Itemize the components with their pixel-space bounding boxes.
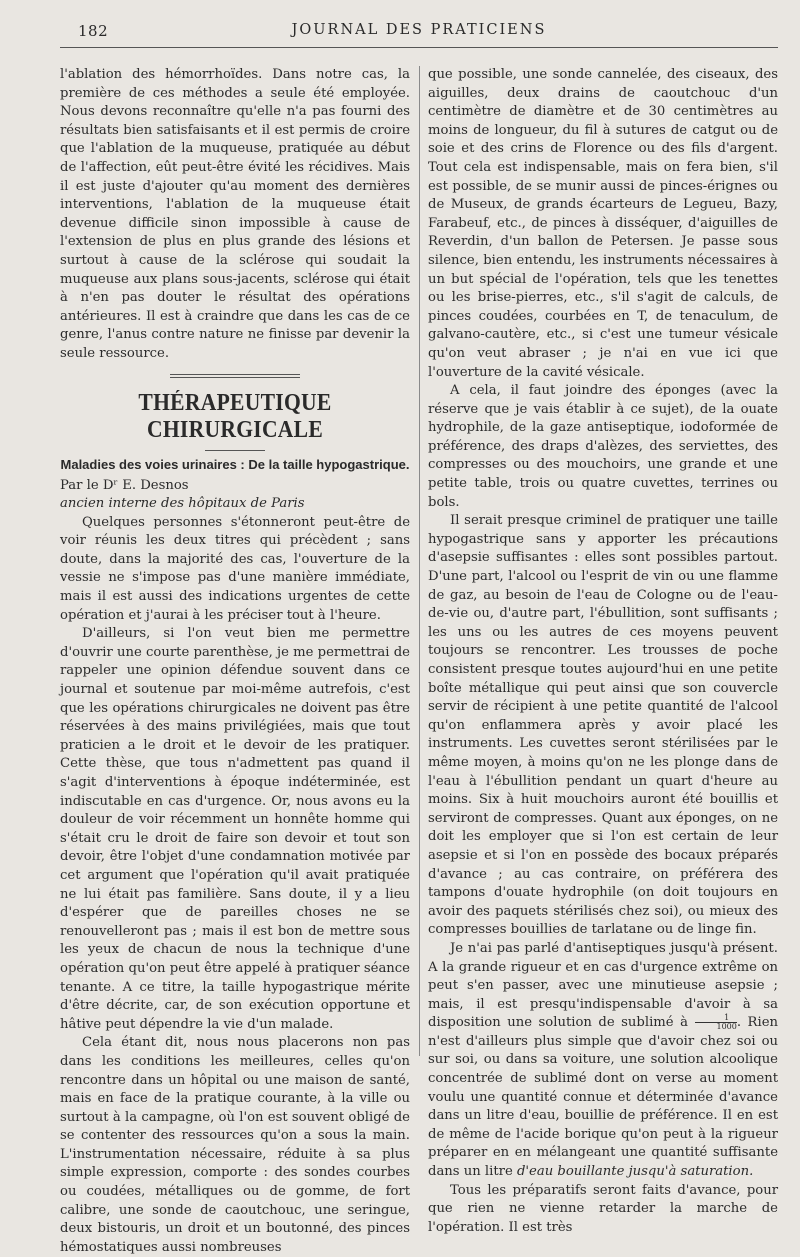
paragraph: A cela, il faut joindre des éponges (avec la réserve que je vais établir à ce sujet), de la ouate hydrophile, de la gaze antiseptique, iodoformée de préférence, des draps d'alèzes, des serviettes, des compresses ou des mouchoirs, une grande et une petite table, trois ou quatre cuvettes, terrines ou bols.	[428, 383, 778, 510]
fraction-denominator: 1000	[716, 1022, 737, 1032]
paragraph: Tous les préparatifs seront faits d'avance, pour que rien ne vienne retarder la marche de l'opération. Il est très	[428, 1182, 778, 1235]
left-column	[60, 66, 410, 1255]
article-title: Maladies des voies urinaires : De la taille hypogastrique.	[60, 456, 410, 472]
article-byline: Par le Dʳ E. Desnos	[60, 477, 189, 493]
section-separator	[60, 364, 410, 388]
right-column	[428, 66, 778, 1235]
page-header	[60, 22, 778, 44]
paragraph-text: Je n'ai pas parlé d'antiseptiques jusqu'à présent. A la grande rigueur et en cas d'urgence extrême on peut s'en passer, avec une minutieuse asepsie ; mais, il est presqu'indispensable d'avoir à sa disposition une solution de sublimé à	[428, 940, 778, 1031]
intro-paragraph: l'ablation des hémorrhoïdes. Dans notre cas, la première de ces méthodes a seule été employée. Nous devons reconnaître qu'elle n'a pas fourni des résultats bien satisfaisants et il est permis de croire que l'ablation de la muqueuse, pratiquée au début de l'affection, eût peut-être évité les récidives. Mais il est juste d'ajouter qu'au moment des dernières interventions, l'ablation de la muqueuse était devenue difficile sinon impossible à cause de l'extension de plus en plus grande des lésions et surtout à cause de la sclérose qui soudait la muqueuse aux plans sous-jacents, sclérose qui était à n'en pas douter le résultat des opérations antérieures. Il est à craindre que dans les cas de ce genre, l'anus contre nature ne finisse par devenir la seule ressource.	[60, 67, 410, 361]
fraction	[695, 1014, 737, 1031]
title-rule	[205, 450, 265, 451]
column-divider	[419, 66, 420, 1056]
paragraph: que possible, une sonde cannelée, des ciseaux, des aiguilles, deux drains de caoutchouc d'un centimètre de diamètre et de 30 centimètres au moins de longueur, du fil à sutures de catgut ou de soie et des crins de Florence ou des fils d'argent. Tout cela est indispensable, mais on fera bien, s'il est possible, de se munir aussi de pinces-érignes ou de Museux, de grands écarteurs de Legueu, Bazy, Farabeuf, etc., de pinces à disséquer, d'aiguilles de Reverdin, d'un ballon de Petersen. Je passe sous silence, bien entendu, les instruments nécessaires à un but spécial de l'opération, tels que les tenettes ou les brise-pierres, etc., s'il s'agit de calculs, de pinces coudées, courbées en T, de tenaculum, de galvano-cautère, etc., si c'est une tumeur vésicale qu'on veut abraser ; je n'ai en vue ici que l'ouverture de la cavité vésicale.	[428, 67, 778, 380]
paragraph-text: . Rien n'est d'ailleurs plus simple que d'avoir chez soi ou sur soi, ou dans sa voiture, une solution alcoolique concentrée de sublimé dont on verse au moment voulu une quantité connue et déterminée d'avance dans un litre d'eau, bouillie de préférence. Il en est de même de l'acide borique qu'on peut à la rigueur préparer en en mélangeant une quantité suffisante dans un litre	[428, 1015, 778, 1180]
paragraph: D'ailleurs, si l'on veut bien me permettre d'ouvrir une courte parenthèse, je me permettrai de rappeler une opinion défendue souvent dans ce journal et soutenue par moi-même autrefois, c'est que les opérations chirurgicales ne doivent pas être réservées à des mains privilégiées, mais que tout praticien a le droit et le devoir de les pratiquer. Cette thèse, que tous n'admettent pas quand il s'agit d'interventions à époque indéterminée, est indiscutable en cas d'urgence. Or, nous avons eu la douleur de voir récemment un honnête homme qui s'était cru le droit de faire son devoir et tout son devoir, être l'objet d'une condamnation motivée par cet argument que l'opération qu'il avait pratiquée ne lui était pas familière. Sans doute, il y a lieu d'espérer que de pareilles choses ne se renouvelleront pas ; mais il est bon de mettre sous les yeux de chacun de nous la technique d'une opération qu'on peut être appelé à pratiquer séance tenante. A ce titre, la taille hypogastrique mérite d'être décrite, car, de son exécution opportune et hâtive peut dépendre la vie d'un malade.	[60, 626, 410, 1032]
author-affiliation: ancien interne des hôpitaux de Paris	[60, 496, 305, 512]
header-rule	[60, 47, 778, 48]
italic-text: d'eau bouillante jusqu'à saturation.	[516, 1164, 754, 1180]
fraction-numerator: 1	[695, 1014, 737, 1023]
paragraph: Cela étant dit, nous nous placerons non pas dans les conditions les meilleures, celles qu'on rencontre dans un hôpital ou une maison de santé, mais en face de la pratique courante, à la ville ou surtout à la campagne, où l'on est souvent obligé de se contenter des ressources qu'on a sous la main. L'instrumentation nécessaire, réduite à sa plus simple expression, comporte : des sondes courbes ou coudées, métalliques ou de gomme, de fort calibre, une sonde de caoutchouc, une seringue, deux bistouris, un droit et un boutonné, des pinces hémostatiques aussi nombreuses	[60, 1035, 410, 1255]
paragraph: Quelques personnes s'étonneront peut-être de voir réunis les deux titres qui précèdent ; sans doute, dans la majorité des cas, l'ouverture de la vessie ne s'impose pas d'une manière immédiate, mais il est aussi des indications urgentes de cette opération et j'aurai à les préciser tout à l'heure.	[60, 514, 410, 623]
section-title: THÉRAPEUTIQUE CHIRURGICALE	[138, 389, 332, 443]
paragraph: Il serait presque criminel de pratiquer une taille hypogastrique sans y apporter les précautions d'asepsie suffisantes : elles sont possibles partout. D'une part, l'alcool ou l'esprit de vin ou une flamme de gaz, au besoin de l'eau de Cologne ou de l'eau-de-vie ou, d'autre part, l'ébullition, sont suffisants ; les uns ou les autres de ces moyens peuvent toujours se rencontrer. Les trousses de poche consistent presque toutes aujourd'hui en une petite boîte métallique qui peut ainsi que son couvercle servir de récipient à une petite quantité de l'alcool qu'on enflammera après y avoir placé les instruments. Les cuvettes seront stérilisées par le même moyen, à moins qu'on ne les plonge dans de l'eau à l'ébullition pendant un quart d'heure au moins. Six à huit mouchoirs auront été bouillis et serviront de compresses. Quant aux éponges, on ne doit les employer que si l'on est certain de leur asepsie et si l'on en possède des bocaux préparés d'avance ; au cas contraire, on préférera des tampons d'ouate hydrophile (on doit toujours en avoir des paquets stérilisés chez soi), ou mieux des compresses bouillies de tarlatane ou de linge fin.	[428, 513, 778, 938]
paragraph	[428, 940, 778, 1182]
journal-title: JOURNAL DES PRATICIENS	[291, 22, 547, 38]
page-number: 182	[78, 22, 109, 40]
